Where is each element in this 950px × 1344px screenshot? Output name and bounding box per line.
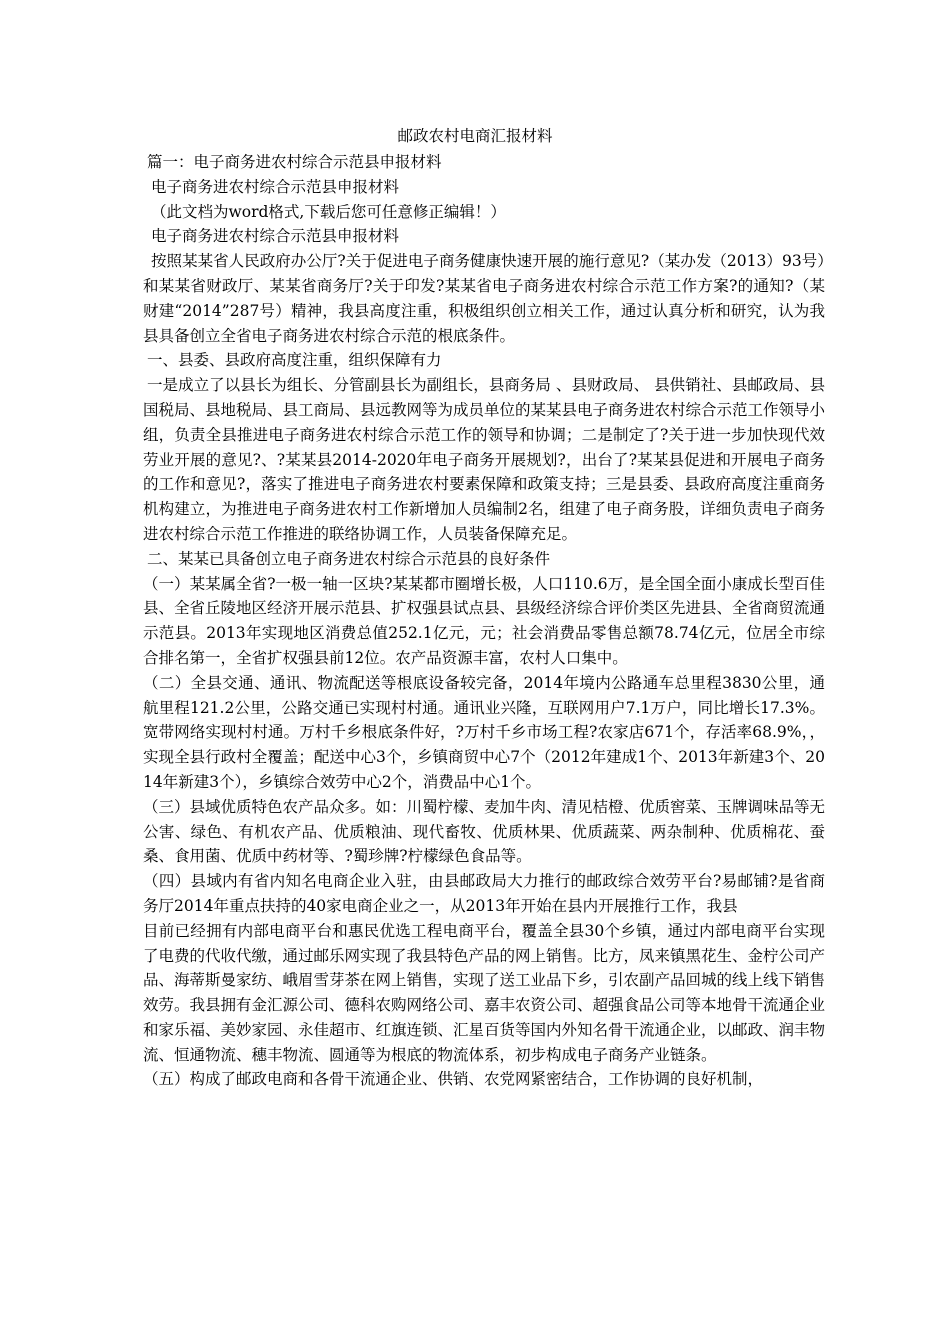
paragraph: 电子商务进农村综合示范县申报材料 [151,227,400,246]
paragraph: 一是成立了以县长为组长、分管副县长为副组长，县商务局 、县财政局、 县供销社、县邮政局、县国税局、县地税局、县工商局、县远教网等为成员单位的某某县电子商务进农村综合示范工作领导小组，负责全县推进电子商务进农村综合示范工作的领导和协调；二是制定了?关于进一步加快现代效劳业开展的意见?、?某某县2014-2020年电子商务开展规划?，出台了?某某县促进和开展电子商务的工作和意见?，落实了推进电子商务进农村要素保障和政策支持；三是县委、县政府高度注重商务机构建立，为推进电子商务进农村工作新增加人员编制2名，组建了电子商务股，详细负责电子商务进农村综合示范工作推进的联络协调工作，人员装备保障充足。 [143,376,826,543]
section-heading: 一、县委、县政府高度注重，组织保障有力 [147,351,442,370]
paragraph: 电子商务进农村综合示范县申报材料 [151,177,400,196]
paragraph: （一）某某属全省?一极一轴一区块?某某都市圈增长极，人口110.6万，是全国全面小康成长型百佳县、全省丘陵地区经济开展示范县、扩权强县试点县、县级经济综合评价类区先进县、全省商贸流通示范县。2013年实现地区消费总值252.1亿元，元；社会消费品零售总额78.74亿元，位居全市综合排名第一，全省扩权强县前12位。农产品资源丰富，农村人口集中。 [143,574,826,667]
paragraph: （三）县域优质特色农产品众多。如：川蜀柠檬、麦加牛肉、清见桔橙、优质窖菜、玉牌调味品等无公害、绿色、有机农产品、优质粮油、现代畜牧、优质林果、优质蔬菜、两杂制种、优质棉花、蚕桑、食用菌、优质中药材等、?蜀珍牌?柠檬绿色食品等。 [143,797,826,866]
paragraph: （此文档为word格式,下载后您可任意修正编辑！） [151,202,506,221]
paragraph: 篇一：电子商务进农村综合示范县申报材料 [147,153,442,171]
paragraph: （四）县域内有省内知名电商企业入驻，由县邮政局大力推行的邮政综合效劳平台?易邮铺?是省商务厅2014年重点扶持的40家电商企业之一，从2013年开始在县内开展推行工作，我县 [143,872,825,915]
paragraph: （二）全县交通、通讯、物流配送等根底设备较完备，2014年境内公路通车总里程3830公里，通航里程121.2公里，公路交通已实现村村通。通讯业兴隆，互联网用户7.1万户，同比增长17.3%。宽带网络实现村村通。万村千乡根底条件好，?万村千乡市场工程?农家店671个，存活率68.9%，，实现全县行政村全覆盖；配送中心3个，乡镇商贸中心7个（2012年建成1个、2013年新建3个、2014年新建3个），乡镇综合效劳中心2个，消费品中心1个。 [143,673,825,791]
document-title: 邮政农村电商汇报材料 [397,127,553,145]
paragraph: 按照某某省人民政府办公厅?关于促进电子商务健康快速开展的施行意见?（某办发（2013）93号）和某某省财政厅、某某省商务厅?关于印发?某某省电子商务进农村综合示范工作方案?的通知?（某财建“2014”287号）精神，我县高度注重，积极组织创立相关工作，通过认真分析和研究，认为我县具备创立全省电子商务进农村综合示范的根底条件。 [143,252,825,345]
paragraph: （五）构成了邮政电商和各骨干流通企业、供销、农党网紧密结合，工作协调的良好机制， [143,1070,764,1089]
paragraph: 目前已经拥有内部电商平台和惠民优选工程电商平台，覆盖全县30个乡镇，通过内部电商平台实现了电费的代收代缴，通过邮乐网实现了我县特色产品的网上销售。比方，凤来镇黑花生、金柠公司产品、海蒂斯曼家纺、峨眉雪芽茶在网上销售，实现了送工业品下乡，引农副产品回城的线上线下销售效劳。我县拥有金汇源公司、德科农购网络公司、嘉丰农资公司、超强食品公司等本地骨干流通企业和家乐福、美妙家园、永佳超市、红旗连锁、汇星百货等国内外知名骨干流通企业，以邮政、润丰物流、恒通物流、穗丰物流、圆通等为根底的物流体系，初步构成电子商务产业链条。 [143,921,826,1064]
section-heading: 二、某某已具备创立电子商务进农村综合示范县的良好条件 [147,549,551,568]
document-body [143,150,825,1092]
